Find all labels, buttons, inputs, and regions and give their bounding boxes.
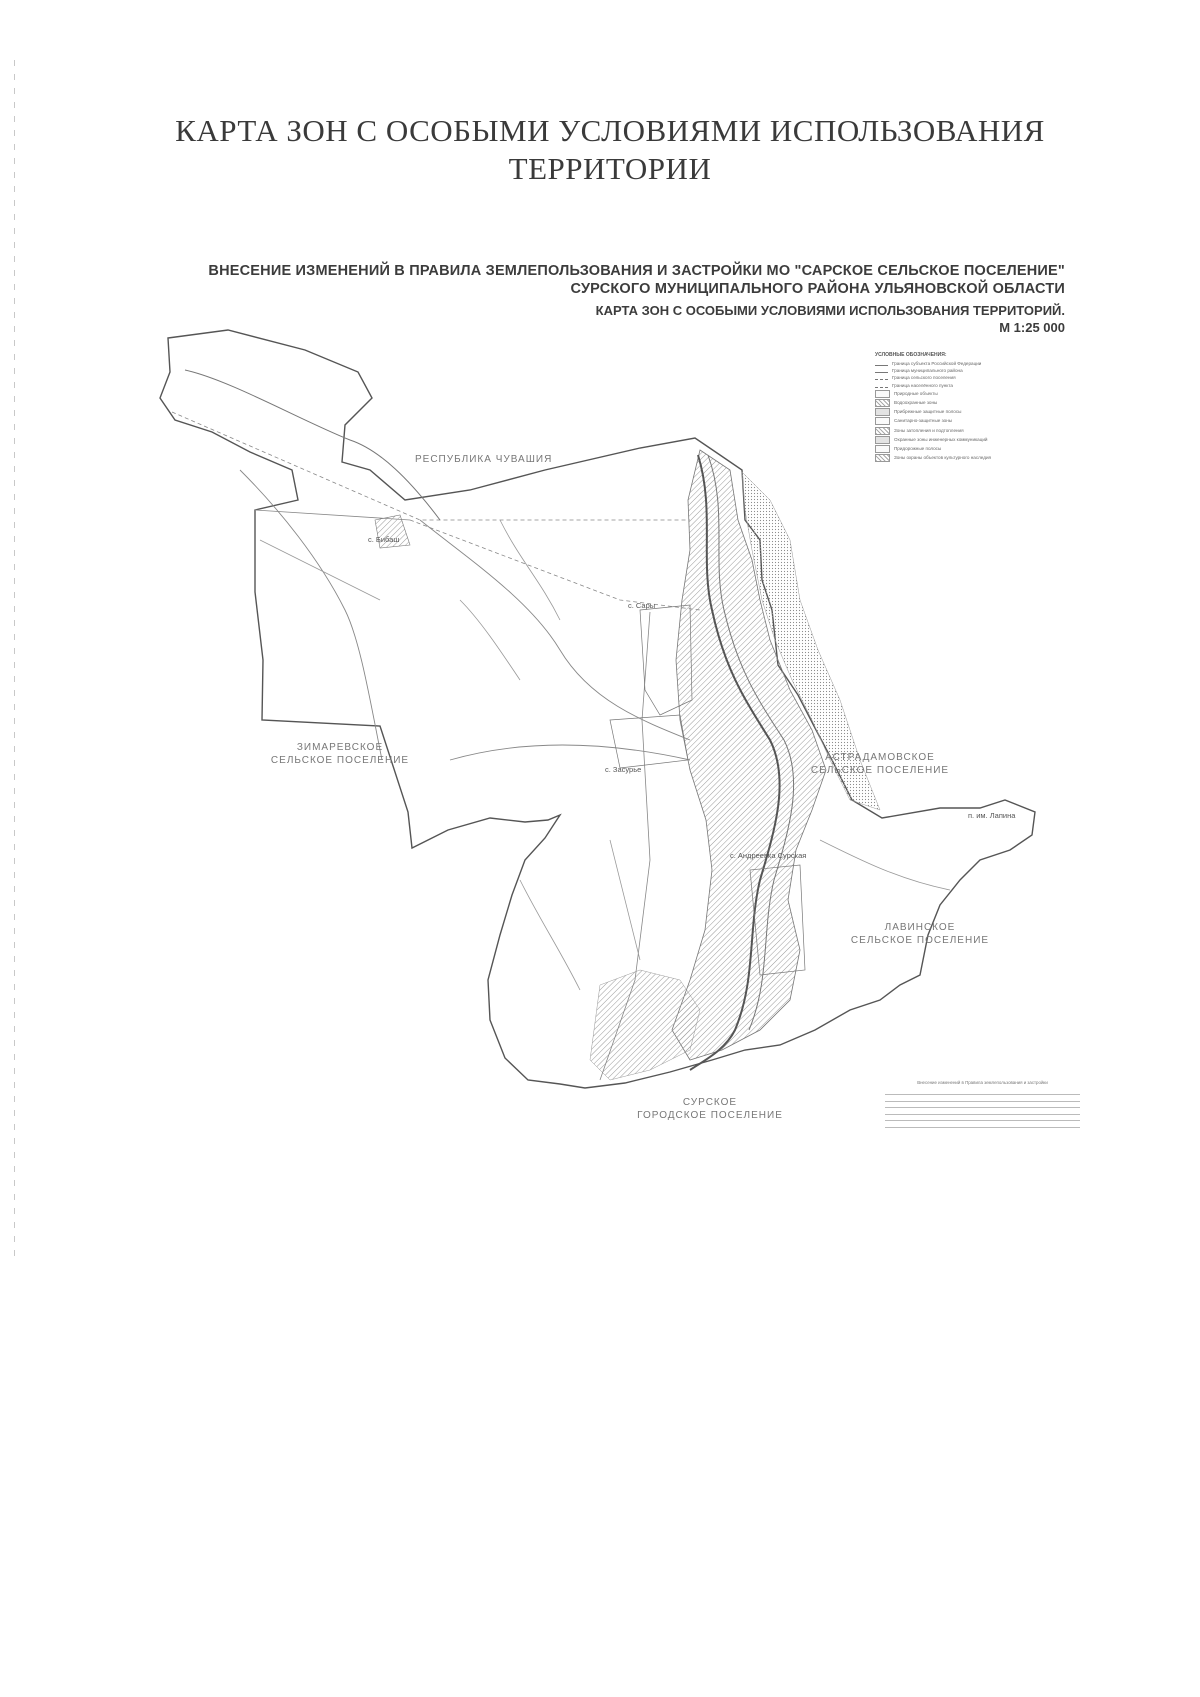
legend-symbol-icon	[875, 390, 890, 398]
region-label-astradamovo-2: СЕЛЬСКОЕ ПОСЕЛЕНИЕ	[810, 765, 950, 776]
legend-symbol-icon	[875, 379, 888, 380]
stream-8	[820, 840, 950, 890]
map-header-line1: ВНЕСЕНИЕ ИЗМЕНЕНИЙ В ПРАВИЛА ЗЕМЛЕПОЛЬЗОВАНИЯ И ЗАСТРОЙКИ МО "САРСКОЕ СЕЛЬСКОЕ ПОСЕЛЕНИЕ"	[208, 263, 1065, 279]
legend-label: Граница сельского поселения	[892, 375, 956, 381]
stream-4	[500, 520, 560, 620]
legend-label: Граница населённого пункта	[892, 382, 953, 388]
legend-item	[875, 454, 1090, 462]
document-title-line2: ТЕРРИТОРИИ	[508, 151, 712, 186]
stream-6	[520, 880, 580, 990]
legend-item	[875, 417, 1090, 425]
legend-item	[875, 390, 1090, 398]
legend-symbol-icon	[875, 372, 888, 373]
region-label-lavinskoe-1: ЛАВИНСКОЕ	[884, 922, 956, 933]
stream-9	[460, 600, 520, 680]
village-label-2: с. Сары	[628, 601, 656, 610]
legend-symbol-icon	[875, 445, 890, 453]
legend-item	[875, 436, 1090, 444]
legend-item	[875, 427, 1090, 435]
stream-3	[420, 520, 690, 740]
legend-title: УСЛОВНЫЕ ОБОЗНАЧЕНИЯ:	[875, 352, 947, 358]
region-label-zimarevo-1: ЗИМАРЕВСКОЕ	[296, 742, 384, 753]
region-label-lavinskoe-2: СЕЛЬСКОЕ ПОСЕЛЕНИЕ	[850, 935, 990, 946]
legend-label: Граница муниципального района	[892, 368, 963, 374]
stream-7	[610, 840, 640, 960]
legend-symbol-icon	[875, 436, 890, 444]
document-title-line1: КАРТА ЗОН С ОСОБЫМИ УСЛОВИЯМИ ИСПОЛЬЗОВАНИЯ	[175, 113, 1045, 148]
region-label-surskoe-2: ГОРОДСКОЕ ПОСЕЛЕНИЕ	[637, 1110, 783, 1121]
legend-label: Природные объекты	[894, 390, 938, 396]
stamp-header: Внесение изменений в Правила землепользования и застройки	[917, 1080, 1048, 1085]
legend-symbol-icon	[875, 417, 890, 425]
legend-label: Санитарно-защитные зоны	[894, 418, 953, 424]
map-header-line2: СУРСКОГО МУНИЦИПАЛЬНОГО РАЙОНА УЛЬЯНОВСКОЙ ОБЛАСТИ	[570, 281, 1065, 297]
legend-label: Водоохранные зоны	[894, 399, 938, 405]
district-line-1	[172, 412, 690, 520]
legend-item	[875, 375, 1090, 381]
legend-item	[875, 445, 1090, 453]
region-label-astradamovo-1: АСТРАДАМОВСКОЕ	[825, 752, 935, 763]
legend-label: Зоны охраны объектов культурного наследия	[894, 455, 991, 461]
legend-label: Зоны затопления и подтопления	[894, 427, 964, 433]
stream-10	[260, 540, 380, 600]
legend-item	[875, 361, 1090, 367]
legend-symbol-icon	[875, 387, 888, 388]
legend-symbol-icon	[875, 365, 888, 366]
legend-label: Придорожные полосы	[894, 445, 942, 451]
village-label-3: с. Засурье	[605, 765, 642, 774]
stream-5	[450, 745, 690, 760]
village-label-1: с. Бибаш	[368, 535, 400, 544]
map-legend	[875, 352, 1090, 463]
legend-symbol-icon	[875, 408, 890, 416]
village-label-4: с. Андреевка Сурская	[730, 851, 807, 860]
legend-symbol-icon	[875, 399, 890, 407]
legend-symbol-icon	[875, 427, 890, 435]
legend-label: Охранные зоны инженерных коммуникаций	[894, 436, 988, 442]
legend-item	[875, 368, 1090, 374]
legend-label: Граница субъекта Российской Федерации	[892, 361, 982, 366]
map-scale: М 1:25 000	[999, 320, 1065, 335]
legend-items	[875, 361, 1090, 462]
region-label-zimarevo-2: СЕЛЬСКОЕ ПОСЕЛЕНИЕ	[270, 755, 410, 766]
map-header-line3: КАРТА ЗОН С ОСОБЫМИ УСЛОВИЯМИ ИСПОЛЬЗОВАНИЯ ТЕРРИТОРИЙ.	[595, 303, 1065, 318]
region-label-surskoe-1: СУРСКОЕ	[682, 1097, 738, 1108]
title-block-stamp	[885, 1080, 1080, 1160]
legend-item	[875, 399, 1090, 407]
legend-label: Прибрежные защитные полосы	[894, 409, 962, 415]
stamp-row	[885, 1121, 1080, 1128]
legend-symbol-icon	[875, 454, 890, 462]
district-line-2	[410, 520, 700, 610]
region-label-chuvash: РЕСПУБЛИКА ЧУВАШИЯ	[415, 454, 553, 465]
flood-zone-south	[590, 970, 700, 1080]
village-label-5: п. им. Лапина	[968, 811, 1016, 820]
legend-item	[875, 408, 1090, 416]
legend-item	[875, 383, 1090, 389]
